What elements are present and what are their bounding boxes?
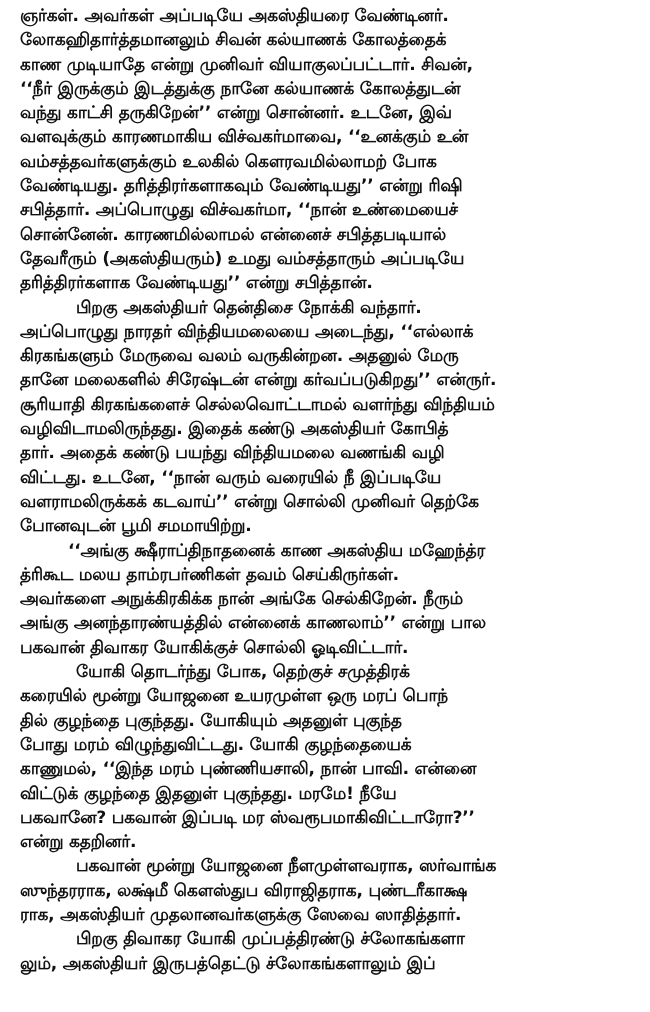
text-line: வளவுக்கும் காரணமாகிய விச்வகர்மாவை, ‘‘உனக்கும் உன் [20, 127, 469, 148]
paragraph-2 [20, 296, 636, 539]
text-line: ‘‘நீர் இருக்கும் இடத்துக்கு நானே கல்யாணக் கோலத்துடன் [20, 78, 461, 99]
text-line: சபித்தார். அப்பொழுது விச்வகர்மா, ‘‘நான் உண்மையைச் [20, 200, 458, 221]
text-line: வேண்டியது. தரித்திரர்களாகவும் வேண்டியது’’ என்று ரிஷி [20, 176, 463, 197]
text-line: போனவுடன் பூமி சமமாயிற்று. [20, 516, 252, 537]
paragraph-6 [20, 927, 636, 976]
text-line: வந்து காட்சி தருகிறேன்’’ என்று சொன்னர். உடனே, இவ் [20, 103, 452, 124]
text-line: பிறகு அகஸ்தியர் தென்திசை நோக்கி வந்தார். [76, 297, 422, 318]
text-line: போது மரம் விழுந்துவிட்டது. யோகி குழந்தையைக் [20, 734, 412, 755]
text-line: வம்சத்தவர்களுக்கும் உலகில் கௌரவமில்லாமற் போக [20, 151, 437, 172]
text-line: பிறகு திவாகர யோகி முப்பத்திரண்டு ச்லோகங்களா [76, 929, 465, 950]
text-line: என்று கதறினர். [20, 832, 137, 853]
text-line: தார். அதைக் கண்டு பயந்து விந்தியமலை வணங்கி வழி [20, 443, 445, 464]
text-line: தானே மலைகளில் சிரேஷ்டன் என்று கர்வப்படுகிறது’’ என்ருர். [20, 370, 497, 391]
text-line: அங்கு அனந்தாரண்யத்தில் என்னைக் காணலாம்’’ என்று பால [20, 613, 486, 634]
text-line: ஞர்கள். அவர்கள் அப்படியே அகஸ்தியரை வேண்டினர். [20, 6, 449, 26]
text-line: பகவான் மூன்று யோஜனை நீளமுள்ளவராக, ஸர்வாங்க [76, 856, 497, 877]
text-line: தரித்திரர்களாக வேண்டியது’’ என்று சபித்தான். [20, 273, 373, 294]
paragraph-3 [20, 539, 636, 660]
text-line: பகவான் திவாகர யோகிக்குச் சொல்லி ஓடிவிட்டார். [20, 637, 409, 658]
text-line: லோகஹிதார்த்தமானலும் சிவன் கல்யாணக் கோலத்தைக் [20, 30, 447, 51]
text-line: அவர்களை அநுக்கிரகிக்க நான் அங்கே செல்கிறேன். நீரும் [20, 589, 463, 610]
text-line: சூரியாதி கிரகங்களைச் செல்லவொட்டாமல் வளர்ந்து விந்தியம் [20, 394, 495, 415]
text-line: விட்டுக் குழந்தை இதனுள் புகுந்தது. மரமே! நீயே [20, 783, 397, 804]
text-line: சொன்னேன். காரணமில்லாமல் என்னைச் சபித்தபடியால் [20, 224, 447, 245]
text-line: லும், அகஸ்தியர் இருபத்தெட்டு ச்லோகங்களாலும் இப் [20, 953, 436, 974]
text-line: கரையில் மூன்று யோஜனை உயரமுள்ள ஒரு மரப் பொந் [20, 686, 448, 707]
text-line: அப்பொழுது நாரதர் விந்தியமலையை அடைந்து, ‘‘எல்லாக் [20, 321, 474, 342]
text-line: தேவரீரும் (அகஸ்தியரும்) உமது வம்சத்தாரும் அப்படியே [20, 248, 465, 269]
text-line: யோகி தொடர்ந்து போக, தெற்குச் சமுத்திரக் [76, 662, 410, 683]
text-line: தில் குழந்தை புகுந்தது. யோகியும் அதனுள் புகுந்த [20, 710, 402, 731]
text-line: ‘‘அங்கு க்ஷீராப்திநாதனைக் காண அகஸ்திய மஹேந்த்ர [68, 540, 486, 561]
text-line: விட்டது. உடனே, ‘‘நான் வரும் வரையில் நீ இப்படியே [20, 467, 442, 488]
text-line: காணுமல், ‘‘இந்த மரம் புண்ணியசாலி, நான் பாவி. என்னை [20, 759, 477, 780]
text-line: வளராமலிருக்கக் கடவாய்’’ என்று சொல்லி முனிவர் தெற்கே [20, 491, 479, 512]
text-line: பகவானே? பகவான் இப்படி மர ஸ்வரூபமாகிவிட்டாரோ?’’ [20, 807, 475, 828]
text-line: காண முடியாதே என்று முனிவர் வியாகுலப்பட்டார். சிவன், [20, 54, 473, 75]
paragraph-4 [20, 660, 636, 854]
paragraph-5 [20, 854, 636, 927]
paragraph-1 [20, 4, 636, 296]
text-line: வழிவிடாமலிருந்தது. இதைக் கண்டு அகஸ்தியர் கோபித் [20, 419, 449, 440]
text-line: கிரகங்களும் மேருவை வலம் வருகின்றன. அதனுல் மேரு [20, 346, 459, 367]
text-line: த்ரிகூட மலய தாம்ரபர்ணிகள் தவம் செய்கிருர்கள். [20, 564, 399, 585]
text-line: ஸுந்தரராக, லக்ஷ்மீ கௌஸ்துப விராஜிதராக, புண்டரீகாக்ஷ [20, 880, 468, 901]
text-line: ராக, அகஸ்தியர் முதலானவர்களுக்கு ஸேவை ஸாதித்தார். [20, 904, 462, 925]
